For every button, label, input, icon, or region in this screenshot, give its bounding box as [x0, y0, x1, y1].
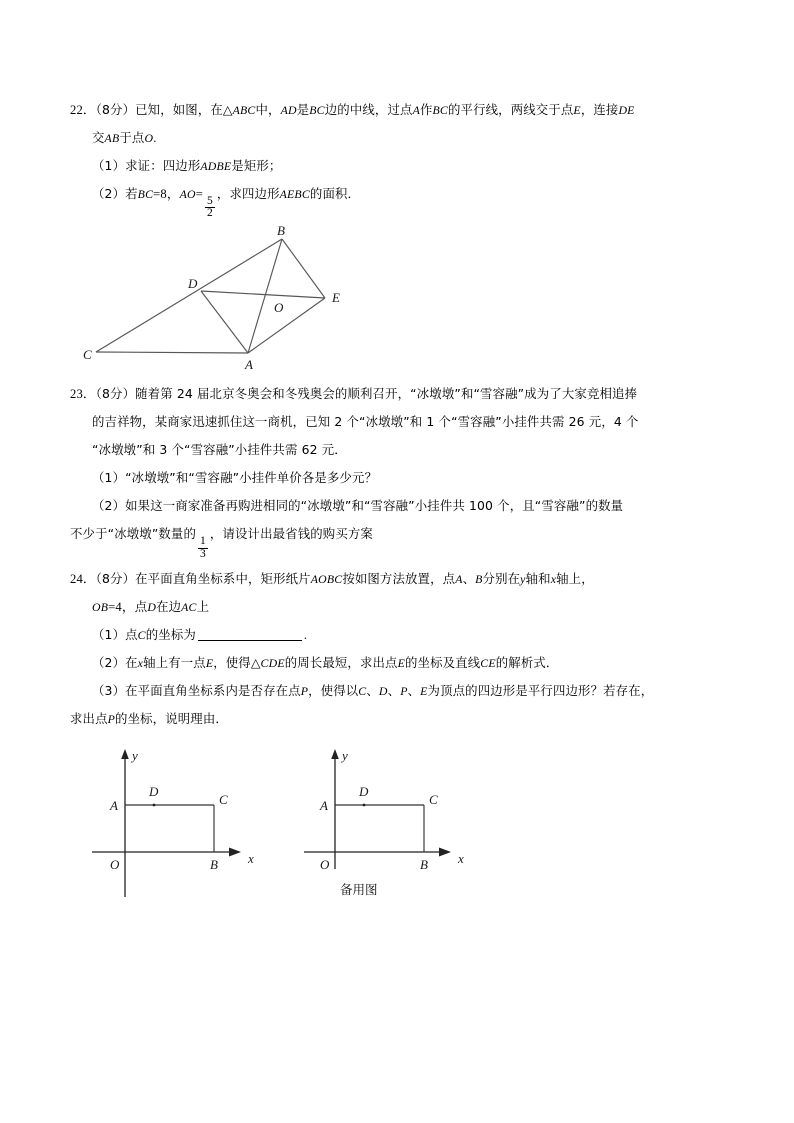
problem-24-sub-3-line-2	[70, 705, 730, 733]
label-abc: ABC	[232, 103, 256, 117]
problem-22-stem-d: 边的中线，过点	[324, 102, 413, 117]
point-label-c-main: C	[219, 791, 228, 807]
label-axis-x-2: x	[137, 655, 144, 670]
problem-24-sub-3-line-1	[70, 677, 730, 705]
problem-22-points: （8分）	[95, 102, 136, 117]
point-label-d-main: D	[149, 783, 159, 799]
problem-24-sub-1	[70, 621, 730, 649]
sep-3: 、	[407, 682, 421, 698]
problem-22-sub2-number: （2）	[92, 186, 126, 201]
segment-ca	[96, 352, 248, 353]
fraction-five-halves	[205, 196, 215, 221]
problem-24-sub-2	[70, 649, 730, 677]
label-point-p: P	[300, 683, 309, 698]
label-point-c-2: C	[358, 683, 367, 698]
y-axis-arrow-spare	[331, 749, 339, 759]
problem-22-figure	[70, 226, 730, 376]
y-axis-label-spare: y	[342, 747, 348, 763]
problem-24-points: （8分）	[95, 570, 136, 586]
x-axis-label-spare: x	[458, 850, 464, 866]
label-ad: AD	[280, 103, 297, 117]
problem-22-sub2-eq1: =8，	[153, 187, 180, 201]
problem-24-sub3-a: 在平面直角坐标系内是否存在点	[125, 682, 301, 698]
problem-24-stem-e: 轴和	[525, 570, 551, 586]
problem-24-sub1-b: 的坐标为	[145, 626, 196, 642]
problem-24-sub3-number: （3）	[92, 682, 126, 698]
label-point-p-2: P	[400, 683, 408, 698]
coordinate-figure-spare	[304, 748, 464, 897]
label-adbe: ADBE	[200, 159, 232, 173]
fraction-denominator: 2	[207, 207, 213, 220]
problem-23-stem-line-2: 的吉祥物，某商家迅速抓住这一商机，已知 2 个“冰墩墩”和 1 个“雪容融”小挂件共需 26 元，4 个	[92, 414, 639, 430]
label-point-c: C	[137, 627, 146, 642]
triangle-symbol: △	[222, 103, 233, 117]
label-ac: AC	[181, 599, 197, 614]
point-label-b-spare: B	[420, 856, 428, 872]
label-point-e: E	[205, 655, 214, 670]
y-axis-arrow-main	[121, 749, 129, 759]
label-axis-y: y	[520, 571, 526, 586]
label-point-a: A	[455, 571, 463, 586]
x-axis-label-main: x	[248, 850, 254, 866]
segment-ae	[248, 298, 325, 353]
vertex-label-b: B	[277, 226, 285, 239]
label-cde: CDE	[260, 655, 285, 670]
problem-24-sub2-b: 轴上有一点	[143, 654, 206, 670]
label-ob: OB	[92, 599, 109, 614]
problem-24-stem-a: 在平面直角坐标系中，矩形纸片	[135, 570, 311, 586]
problem-24-stem-line-1: 24．（8分）在平面直角坐标系中，矩形纸片AOBC按如图方法放置，点A、B分别在y轴和x轴上，	[70, 570, 594, 586]
problem-24-sub3-b: ，使得以	[308, 682, 359, 698]
label-point-d: D	[147, 599, 157, 614]
problem-23-stem-line-1: 23．（8分）随着第 24 届北京冬奥会和冬残奥会的顺利召开，“冰墩墩”和“雪容融”成为了大家竞相追捧	[70, 386, 638, 402]
label-de: DE	[618, 103, 635, 117]
problem-22-sub2-c: 的面积．	[309, 186, 361, 201]
problem-22-number: 22	[70, 103, 83, 117]
fraction-denominator: 3	[200, 547, 206, 560]
point-label-a-spare: A	[320, 797, 328, 813]
problem-22-sub-1	[70, 152, 730, 180]
triangle-abc-svg	[70, 226, 400, 376]
coordinate-figures-svg	[92, 747, 512, 917]
problem-22-stem-e: 作	[419, 102, 433, 117]
problem-24-sub3-c: 为顶点的四边形是平行四边形？若存在，	[427, 682, 654, 698]
problem-22-sub1-b: 是矩形；	[231, 158, 282, 173]
problem-24-sub2-number: （2）	[92, 654, 126, 670]
problem-24-figures	[70, 747, 730, 917]
x-axis-arrow-spare	[439, 847, 451, 856]
problem-24-stem-c: 、	[462, 570, 476, 586]
label-point-p-3: P	[107, 711, 116, 726]
problem-22-stem-line-1: 22．（8分）已知，如图，在△ABC中，AD是BC边的中线，过点A作BC的平行线，两线交于点E，连接DE	[70, 102, 635, 117]
vertex-label-d: D	[188, 276, 198, 292]
point-label-b-main: B	[210, 856, 218, 872]
problem-22-stem-f: 的平行线，两线交于点	[448, 102, 574, 117]
problem-24-sub1-c: .	[303, 627, 308, 642]
problem-22-sub1-a: 求证：四边形	[125, 158, 201, 173]
problem-24-stem-b: 按如图方法放置，点	[342, 570, 456, 586]
problem-23-sub-2-line-1: （2）如果这一商家准备再购进相同的“冰墩墩”和“雪容融”小挂件共 100 个，且“雪容融”的数量	[92, 498, 624, 514]
vertex-label-e: E	[332, 290, 340, 306]
problem-22-stem-g: ，连接	[580, 102, 619, 117]
problem-23-stem-line-3: “冰墩墩”和 3 个“雪容融”小挂件共需 62 元．	[92, 442, 347, 458]
point-d-spare	[363, 803, 366, 806]
triangle-symbol-2: △	[250, 655, 261, 670]
label-aebc: AEBC	[279, 187, 310, 201]
problem-24-sub3-2a: 求出点	[70, 710, 108, 726]
problem-22-sub2-a: 若	[125, 186, 138, 201]
spare-figure-caption: 备用图	[340, 881, 378, 897]
vertex-label-c: C	[83, 347, 92, 363]
point-label-c-spare: C	[429, 791, 438, 807]
label-ce: CE	[480, 655, 496, 670]
label-point-b: B	[475, 571, 483, 586]
problem-22-stem-2c: .	[153, 131, 157, 145]
problem-22-sub2-eq2: =	[195, 187, 204, 201]
segment-da	[201, 291, 248, 353]
problem-23	[70, 380, 730, 560]
fraction-one-third	[198, 536, 208, 561]
point-label-a-main: A	[110, 797, 118, 813]
problem-22-stem-c: 是	[296, 102, 310, 117]
point-label-d-spare: D	[359, 783, 369, 799]
problem-24-stem-line-2	[70, 593, 730, 621]
problem-23-points: （8分）	[95, 386, 136, 402]
problem-23-stem-1: 随着第 24 届北京冬奥会和冬残奥会的顺利召开，“冰墩墩”和“雪容融”成为了大家竞相追捧	[135, 386, 638, 402]
problem-24-number: 24	[70, 571, 83, 586]
label-bc-1: BC	[309, 103, 325, 117]
point-d-main	[153, 803, 156, 806]
problem-22	[70, 96, 730, 376]
problem-22-stem-2a: 交	[92, 130, 105, 145]
label-point-d-2: D	[378, 683, 388, 698]
problem-24-sub1-number: （1）	[92, 626, 126, 642]
problem-23-sub2-a: 不少于“冰墩墩”数量的	[70, 526, 197, 542]
label-point-e-3: E	[420, 683, 428, 698]
coordinate-figure-main	[92, 748, 254, 897]
label-o: O	[144, 131, 154, 145]
label-bc-3: BC	[137, 187, 154, 201]
problem-22-stem-2b: 于点	[119, 130, 145, 145]
x-axis-arrow-main	[229, 847, 241, 856]
fraction-numerator: 1	[200, 534, 206, 547]
vertex-label-o: O	[274, 300, 284, 316]
problem-24-sub2-e: 的坐标及直线	[405, 654, 481, 670]
sep-2: 、	[387, 682, 401, 698]
label-axis-x: x	[550, 571, 557, 586]
origin-label-spare: O	[320, 856, 330, 872]
label-point-e-2: E	[397, 655, 406, 670]
fraction-numerator: 5	[207, 194, 213, 207]
problem-24-stem-d: 分别在	[482, 570, 521, 586]
vertex-label-a: A	[245, 357, 253, 373]
problem-24-stem-2a: =4，点	[108, 599, 148, 614]
problem-22-sub1-number: （1）	[92, 158, 126, 173]
problem-24-sub3-2b: 的坐标，说明理由．	[115, 710, 228, 726]
label-a: A	[412, 103, 420, 117]
segment-de	[201, 291, 325, 298]
problem-22-sub-2	[70, 180, 730, 220]
problem-23-sub2-b: ，请设计出最省钱的购买方案	[209, 526, 373, 542]
problem-22-stem-line-2	[70, 124, 730, 152]
problem-24-sub2-a: 在	[125, 654, 138, 670]
label-aobc: AOBC	[310, 571, 343, 586]
segment-be	[282, 239, 325, 298]
segment-cb	[96, 239, 282, 352]
problem-24-sub2-d: 的周长最短，求出点	[284, 654, 398, 670]
problem-22-stem-b: 中，	[255, 102, 281, 117]
problem-22-sub2-b: ，求四边形	[216, 186, 280, 201]
problem-24-sub2-f: 的解析式．	[495, 654, 559, 670]
label-ao: AO	[179, 187, 196, 201]
y-axis-label-main: y	[132, 747, 138, 763]
problem-24-sub1-a: 点	[125, 626, 138, 642]
problem-24-stem-2c: 上	[196, 598, 210, 614]
answer-blank-c-coordinate[interactable]	[198, 627, 302, 641]
problem-22-stem-a: 已知，如图，在	[135, 102, 223, 117]
label-e: E	[573, 103, 581, 117]
label-ab: AB	[104, 131, 120, 145]
label-bc-2: BC	[432, 103, 448, 117]
problem-24-stem-2b: 在边	[156, 598, 182, 614]
problem-24-stem-f: 轴上，	[556, 570, 594, 586]
sep-1: 、	[366, 682, 379, 698]
problem-24	[70, 565, 730, 917]
problem-23-sub-2-line-2	[70, 520, 730, 560]
origin-label-main: O	[110, 856, 120, 872]
problem-24-sub2-c: ，使得	[213, 654, 251, 670]
problem-23-number: 23	[70, 387, 83, 402]
problem-23-sub-1: （1）“冰墩墩”和“雪容融”小挂件单价各是多少元？	[92, 470, 378, 486]
